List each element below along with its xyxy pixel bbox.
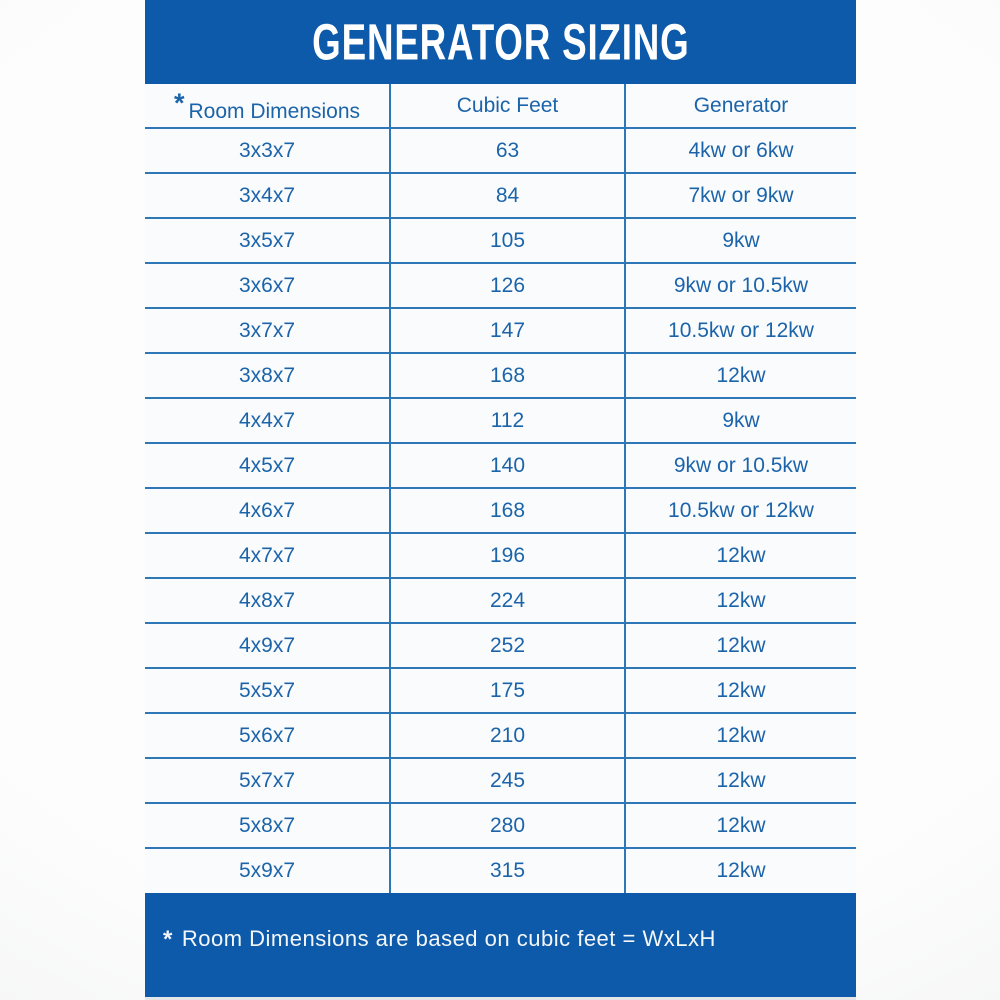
room-dimensions-cell: 4x7x7 xyxy=(145,533,390,578)
room-dimensions-cell: 3x6x7 xyxy=(145,263,390,308)
generator-cell: 12kw xyxy=(625,623,856,668)
table-row xyxy=(145,713,856,758)
generator-cell: 12kw xyxy=(625,353,856,398)
room-dimensions-cell: 5x6x7 xyxy=(145,713,390,758)
table-row xyxy=(145,353,856,398)
table-row xyxy=(145,263,856,308)
generator-cell: 12kw xyxy=(625,803,856,848)
table-row xyxy=(145,308,856,353)
cubic-feet-cell: 315 xyxy=(390,848,625,893)
title-band xyxy=(145,0,856,84)
cubic-feet-cell: 147 xyxy=(390,308,625,353)
cubic-feet-cell: 280 xyxy=(390,803,625,848)
cubic-feet-cell: 84 xyxy=(390,173,625,218)
generator-cell: 9kw xyxy=(625,218,856,263)
room-dimensions-cell: 4x8x7 xyxy=(145,578,390,623)
generator-cell: 12kw xyxy=(625,713,856,758)
generator-cell: 10.5kw or 12kw xyxy=(625,308,856,353)
cubic-feet-cell: 168 xyxy=(390,488,625,533)
cubic-feet-cell: 245 xyxy=(390,758,625,803)
generator-sizing-table xyxy=(145,84,856,893)
room-dimensions-cell: 3x7x7 xyxy=(145,308,390,353)
column-header-room-dimensions xyxy=(145,84,390,128)
table-row xyxy=(145,173,856,218)
room-dimensions-cell: 3x3x7 xyxy=(145,128,390,173)
generator-cell: 4kw or 6kw xyxy=(625,128,856,173)
cubic-feet-cell: 252 xyxy=(390,623,625,668)
table-row xyxy=(145,128,856,173)
generator-cell: 9kw or 10.5kw xyxy=(625,263,856,308)
cubic-feet-cell: 175 xyxy=(390,668,625,713)
table-row xyxy=(145,488,856,533)
generator-cell: 12kw xyxy=(625,533,856,578)
generator-sizing-panel xyxy=(145,0,856,997)
generator-cell: 12kw xyxy=(625,848,856,893)
column-header-generator: Generator xyxy=(625,84,856,128)
cubic-feet-cell: 112 xyxy=(390,398,625,443)
room-dimensions-cell: 3x8x7 xyxy=(145,353,390,398)
table-row xyxy=(145,623,856,668)
room-dimensions-cell: 3x5x7 xyxy=(145,218,390,263)
room-dimensions-cell: 4x9x7 xyxy=(145,623,390,668)
generator-cell: 9kw or 10.5kw xyxy=(625,443,856,488)
cubic-feet-cell: 210 xyxy=(390,713,625,758)
footnote-asterisk: * xyxy=(163,926,173,953)
generator-cell: 10.5kw or 12kw xyxy=(625,488,856,533)
room-dimensions-cell: 4x5x7 xyxy=(145,443,390,488)
footnote xyxy=(145,893,856,953)
generator-cell: 12kw xyxy=(625,668,856,713)
table-row xyxy=(145,443,856,488)
table-row xyxy=(145,398,856,443)
footnote-text: Room Dimensions are based on cubic feet = WxLxH xyxy=(181,926,716,951)
column-header-room-dimensions-label: Room Dimensions xyxy=(188,99,361,123)
cubic-feet-cell: 105 xyxy=(390,218,625,263)
table-header-row xyxy=(145,84,856,128)
footnote-band xyxy=(145,893,856,997)
table-row xyxy=(145,533,856,578)
cubic-feet-cell: 63 xyxy=(390,128,625,173)
generator-cell: 12kw xyxy=(625,578,856,623)
generator-cell: 12kw xyxy=(625,758,856,803)
table-row xyxy=(145,218,856,263)
cubic-feet-cell: 126 xyxy=(390,263,625,308)
table-row xyxy=(145,578,856,623)
cubic-feet-cell: 168 xyxy=(390,353,625,398)
table-row xyxy=(145,803,856,848)
generator-cell: 7kw or 9kw xyxy=(625,173,856,218)
asterisk-marker: * xyxy=(173,87,185,118)
cubic-feet-cell: 196 xyxy=(390,533,625,578)
room-dimensions-cell: 5x9x7 xyxy=(145,848,390,893)
cubic-feet-cell: 224 xyxy=(390,578,625,623)
room-dimensions-cell: 4x4x7 xyxy=(145,398,390,443)
generator-cell: 9kw xyxy=(625,398,856,443)
page-title: GENERATOR SIZING xyxy=(311,13,690,71)
cubic-feet-cell: 140 xyxy=(390,443,625,488)
column-header-cubic-feet: Cubic Feet xyxy=(390,84,625,128)
room-dimensions-cell: 5x7x7 xyxy=(145,758,390,803)
table-row xyxy=(145,668,856,713)
room-dimensions-cell: 4x6x7 xyxy=(145,488,390,533)
room-dimensions-cell: 5x5x7 xyxy=(145,668,390,713)
room-dimensions-cell: 3x4x7 xyxy=(145,173,390,218)
table-row xyxy=(145,758,856,803)
room-dimensions-cell: 5x8x7 xyxy=(145,803,390,848)
table-row xyxy=(145,848,856,893)
